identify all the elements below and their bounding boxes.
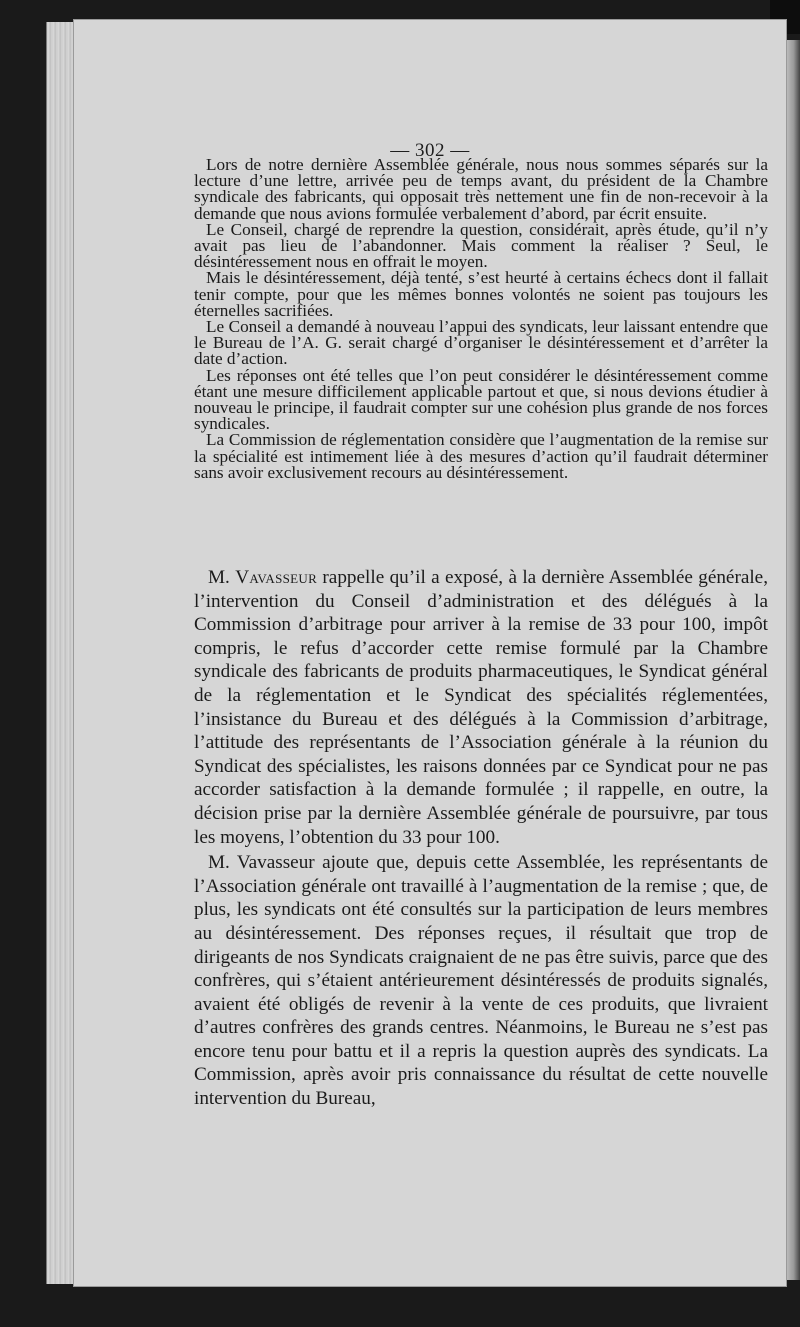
- page-right-edge: [784, 40, 800, 1280]
- paragraph: Le Conseil a demandé à nouveau l’appui des syndicats, leur laissant entendre que le Bureau de l’A. G. serait chargé d’organiser le désintéressement et d’arrêter la date d’action.: [194, 317, 768, 369]
- paragraph: Lors de notre dernière Assemblée générale, nous nous sommes séparés sur la lecture d’une lettre, arrivée peu de temps avant, du président de la Chambre syndicale des fabricants, qui opposait très nettement une fin de non-recevoir à la demande que nous avions formulée verbalement d’abord, par écrit ensuite.: [194, 155, 768, 223]
- speaker-name: Vavasseur: [235, 567, 318, 588]
- paragraph-vavasseur-2: M. Vavasseur ajoute que, depuis cette Assemblée, les représentants de l’Association générale ont travaillé à l’augmentation de la remise ; que, de plus, les syndicats ont été consultés sur la participation de leurs membres au désintéressement. Des réponses reçues, il résultait que trop de dirigeants de nos Syndicats craignaient de ne pas être suivis, parce que des confrères, qui s’étaient antérieurement désintéressés de produits signalés, avaient été obligés de revenir à la vente de ces produits, que livraient d’autres confrères des grands centres. Néanmoins, le Bureau ne s’est pas encore tenu pour battu et il a repris la question auprès des syndicats. La Commission, après avoir pris connaissance du résultat de cette nouvelle intervention du Bureau,: [194, 852, 768, 1110]
- paragraph-prefix: M.: [208, 567, 236, 588]
- paragraph: Mais le désintéressement, déjà tenté, s’est heurté à certains échecs dont il fallait tenir compte, pour que les mêmes bonnes volontés ne soient pas toujours les éternelles sacrifiées.: [194, 268, 768, 320]
- paragraph-vavasseur-1: [194, 566, 768, 849]
- paragraph: La Commission de réglementation considère que l’augmentation de la remise sur la spécialité est intimement liée à des mesures d’action qu’il faudrait déterminer sans avoir exclusivement recours au désintéressement.: [194, 430, 768, 482]
- paragraph: Les réponses ont été telles que l’on peut considérer le désintéressement comme étant une mesure difficilement applicable partout et que, si nous devions étudier à nouveau le principe, il faudrait compter sur une cohésion plus grande de nos forces syndicales.: [194, 365, 768, 434]
- large-print-section: [194, 566, 768, 1111]
- paragraph-body: rappelle qu’il a exposé, à la dernière Assemblée générale, l’intervention du Conseil d’administration et des délégués à la Commission d’arbitrage pour arriver à la remise de 33 pour 100, impôt compris, le refus d’accorder cette remise formulé par la Chambre syndicale des fabricants de produits pharmaceutiques, le Syndicat général de la réglementation et le Syndicat des spécialités réglementées, l’insistance du Bureau et des délégués à la Commission d’arbitrage, l’attitude des représentants de l’Association générale à la réunion du Syndicat des spécialistes, les raisons données par ce Syndicat pour ne pas accorder satisfaction à la demande formulée ; il rappelle, en outre, la décision prise par la dernière Assemblée générale de poursuivre, par tous les moyens, l’obtention du 33 pour 100.: [194, 567, 768, 848]
- paragraph: Le Conseil, chargé de reprendre la question, considérait, après étude, qu’il n’y avait pas lieu de l’abandonner. Mais comment la réaliser ? Seul, le désintéressement nous en offrait le moyen.: [194, 219, 768, 272]
- small-print-section: [194, 157, 768, 481]
- page-number: — 302 —: [390, 140, 470, 161]
